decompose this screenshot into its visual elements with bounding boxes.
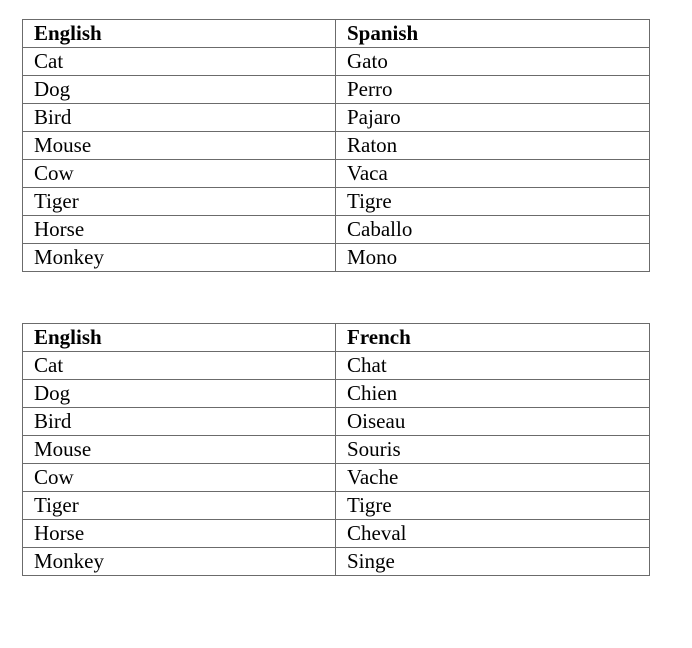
english-word: Monkey [23,548,336,576]
table-row [23,548,650,576]
spanish-word: Caballo [336,216,650,244]
english-word: Tiger [23,492,336,520]
table-row [23,352,650,380]
spanish-word: Tigre [336,188,650,216]
table-row [23,160,650,188]
table-header-row [23,324,650,352]
english-word: Dog [23,380,336,408]
spanish-word: Perro [336,76,650,104]
table-row [23,244,650,272]
english-word: Tiger [23,188,336,216]
english-french-table [22,323,650,576]
column-header-english: English [23,324,336,352]
column-header-french: French [336,324,650,352]
spanish-word: Mono [336,244,650,272]
table-row [23,216,650,244]
english-word: Bird [23,104,336,132]
table-row [23,520,650,548]
table-row [23,188,650,216]
spanish-word: Raton [336,132,650,160]
french-word: Vache [336,464,650,492]
english-word: Horse [23,520,336,548]
french-word: Cheval [336,520,650,548]
table-row [23,492,650,520]
english-word: Horse [23,216,336,244]
french-word: Chien [336,380,650,408]
table-row [23,48,650,76]
english-word: Mouse [23,132,336,160]
english-word: Dog [23,76,336,104]
spanish-word: Gato [336,48,650,76]
table-row [23,464,650,492]
french-word: Chat [336,352,650,380]
english-word: Mouse [23,436,336,464]
spanish-word: Vaca [336,160,650,188]
english-word: Cat [23,48,336,76]
table-row [23,132,650,160]
column-header-english: English [23,20,336,48]
english-word: Cow [23,160,336,188]
english-word: Bird [23,408,336,436]
french-word: Singe [336,548,650,576]
french-word: Tigre [336,492,650,520]
spanish-word: Pajaro [336,104,650,132]
table-row [23,436,650,464]
table-header-row [23,20,650,48]
french-word: Oiseau [336,408,650,436]
table-row [23,104,650,132]
table-row [23,380,650,408]
english-spanish-table [22,19,650,272]
table-row [23,76,650,104]
french-word: Souris [336,436,650,464]
table-row [23,408,650,436]
column-header-spanish: Spanish [336,20,650,48]
english-word: Cat [23,352,336,380]
english-word: Cow [23,464,336,492]
english-word: Monkey [23,244,336,272]
